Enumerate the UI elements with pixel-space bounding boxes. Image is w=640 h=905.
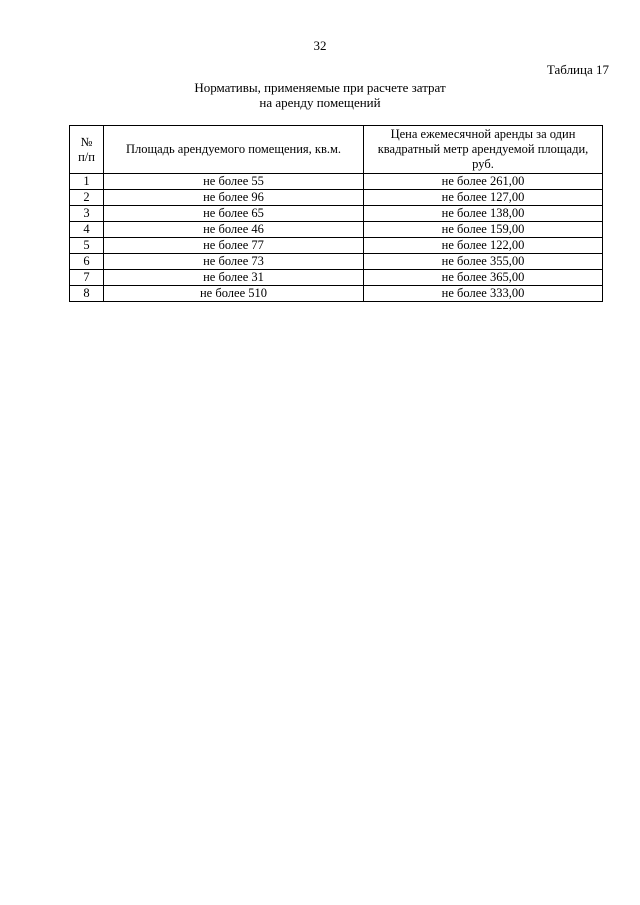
cell-area: не более 31	[104, 270, 364, 286]
table-label: Таблица 17	[546, 62, 609, 77]
header-num: № п/п	[70, 126, 104, 174]
cell-area: не более 77	[104, 238, 364, 254]
cell-price: не более 333,00	[364, 286, 603, 302]
cell-area: не более 55	[104, 174, 364, 190]
cell-num: 1	[70, 174, 104, 190]
table-row	[70, 286, 603, 302]
table-row	[70, 174, 603, 190]
table-row	[70, 206, 603, 222]
cell-num: 7	[70, 270, 104, 286]
cell-area: не более 510	[104, 286, 364, 302]
cell-area: не более 96	[104, 190, 364, 206]
title-line-1: Нормативы, применяемые при расчете затрат	[194, 80, 446, 95]
header-price: Цена ежемесячной аренды за один квадратный метр арендуемой площади, руб.	[364, 126, 603, 174]
document-title	[0, 80, 640, 110]
norms-table	[69, 125, 603, 302]
cell-area: не более 73	[104, 254, 364, 270]
cell-area: не более 46	[104, 222, 364, 238]
cell-area: не более 65	[104, 206, 364, 222]
cell-num: 6	[70, 254, 104, 270]
table-row	[70, 270, 603, 286]
cell-price: не более 138,00	[364, 206, 603, 222]
page-number: 32	[313, 38, 327, 53]
table-row	[70, 254, 603, 270]
cell-price: не более 365,00	[364, 270, 603, 286]
cell-num: 4	[70, 222, 104, 238]
table-row	[70, 238, 603, 254]
cell-num: 8	[70, 286, 104, 302]
cell-num: 2	[70, 190, 104, 206]
table-row	[70, 190, 603, 206]
cell-num: 3	[70, 206, 104, 222]
cell-price: не более 355,00	[364, 254, 603, 270]
cell-price: не более 122,00	[364, 238, 603, 254]
table-row	[70, 222, 603, 238]
header-area: Площадь арендуемого помещения, кв.м.	[104, 126, 364, 174]
cell-price: не более 159,00	[364, 222, 603, 238]
cell-price: не более 261,00	[364, 174, 603, 190]
title-line-2: на аренду помещений	[259, 95, 381, 110]
table-header-row	[70, 126, 603, 174]
cell-price: не более 127,00	[364, 190, 603, 206]
cell-num: 5	[70, 238, 104, 254]
